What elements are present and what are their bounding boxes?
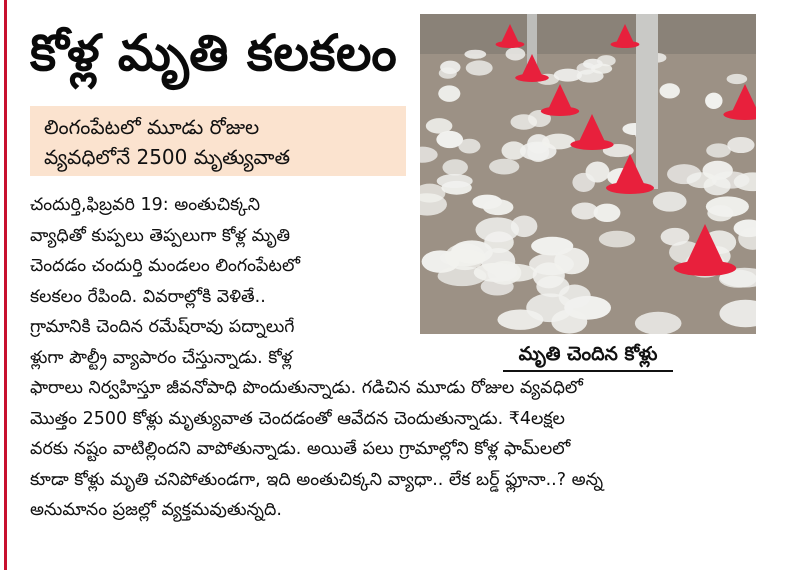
body-line: అనుమానం ప్రజల్లో వ్యక్తమవుతున్నది. <box>30 500 282 520</box>
body-line: గ్రామానికి చెందిన రమేష్‌రావు పద్నాలుగే <box>30 317 295 337</box>
dead-chicken <box>667 164 701 184</box>
dead-chicken <box>542 134 575 150</box>
dead-chicken <box>442 159 467 175</box>
body-line: కలకలం రేపింది. వివరాల్లోకి వెళితే.. <box>30 286 266 307</box>
dead-chicken <box>727 74 748 84</box>
dead-chicken <box>591 64 612 74</box>
body-line: చెందడం చందుర్తి మండలం లింగంపేటలో <box>30 256 300 276</box>
dead-chicken <box>439 67 457 78</box>
dead-chicken <box>511 114 538 130</box>
dead-chicken <box>727 137 754 153</box>
body-line: మొత్తం 2500 కోళ్లు మృత్యువాత చెందడంతో ఆవేదన చెందుతున్నాడు. ₹4లక్షల <box>30 408 565 429</box>
dead-chicken <box>437 174 473 188</box>
dead-chicken <box>426 118 453 133</box>
dead-chicken <box>466 60 493 75</box>
subheadline-line-2: వ్యవధిలోనే 2500 మృత్యువాత <box>44 145 291 169</box>
body-line: ఫారాలు నిర్వహిస్తూ జీవనోపాధి పొందుతున్నాడు. గడిచిన మూడు రోజుల వ్యవధిలో <box>30 378 583 398</box>
headline: కోళ్ల మృతి కలకలం <box>30 24 398 82</box>
left-accent-rule <box>4 0 7 570</box>
body-line: వ్యాధితో కుప్పలు తెప్పలుగా కోళ్ల మృతి <box>30 225 291 246</box>
article-body <box>30 190 790 526</box>
pole-right <box>636 14 658 189</box>
dead-chicken <box>464 50 486 59</box>
photo-caption-text: మృతి చెందిన కోళ్లు <box>518 343 658 365</box>
dead-chicken <box>458 139 480 154</box>
body-line: ళ్లుగా పౌల్ట్రీ వ్యాపారం చేస్తున్నాడు. కోళ్ల <box>30 347 293 368</box>
dead-chicken <box>706 143 731 157</box>
subheadline-box <box>30 106 406 176</box>
dead-chicken <box>506 48 526 61</box>
dead-chicken <box>705 93 722 109</box>
dead-chicken <box>489 159 519 175</box>
subheadline-line-1: లింగంపేటలో మూడు రోజుల <box>44 115 260 139</box>
body-line: కూడా కోళ్లు మృతి చనిపోతుండగా, ఇది అంతుచిక్కని వ్యాధా.. లేక బర్డ్ ఫ్లూనా..? అన్న <box>30 469 604 490</box>
body-line: వరకు నష్టం వాటిల్లిందని వాపోతున్నాడు. అయితే పలు గ్రామాల్లోని కోళ్ల ఫామ్‌లలో <box>30 439 571 459</box>
dead-chicken <box>712 171 750 188</box>
dead-chicken <box>659 83 679 98</box>
body-line: చందుర్తి,ఫిబ్రవరి 19: అంతుచిక్కని <box>30 195 261 215</box>
dead-chicken <box>438 85 460 101</box>
